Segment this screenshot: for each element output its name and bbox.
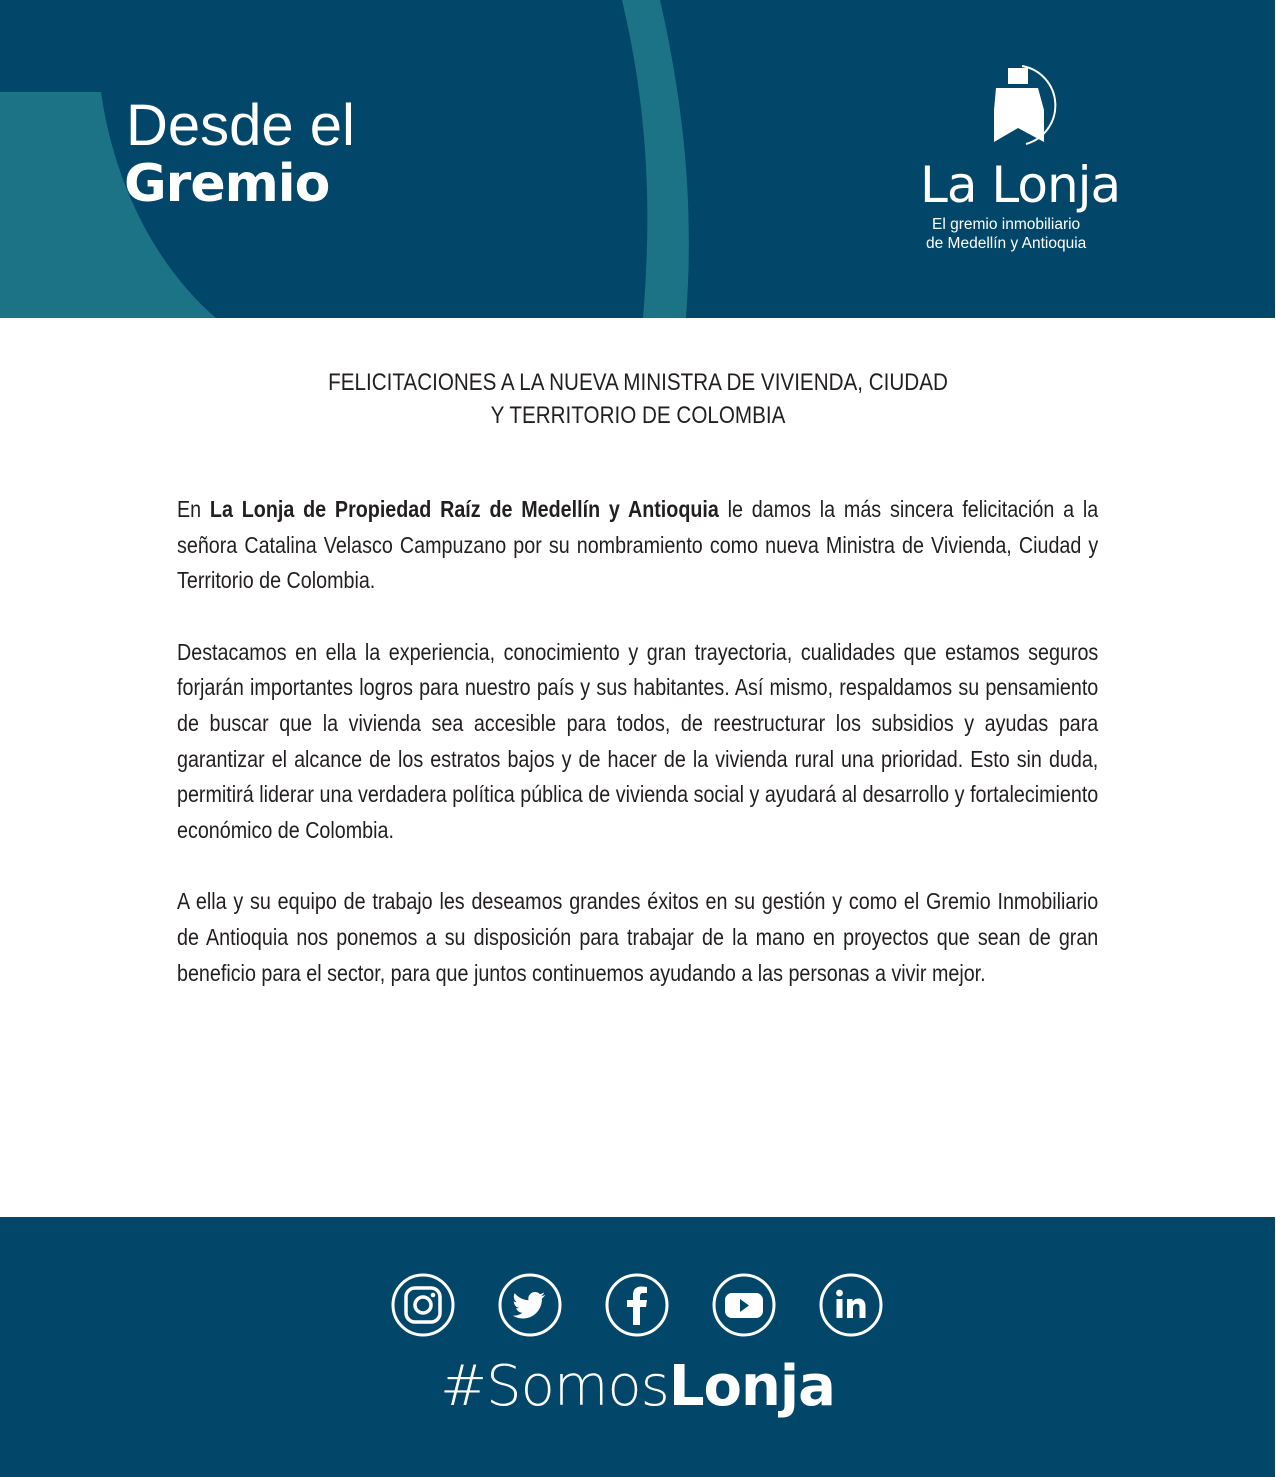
section-title-bold: Gremio (124, 154, 330, 214)
paragraph-3: A ella y su equipo de trabajo les deseamos grandes éxitos en su gestión y como el Gremio Inmobiliario de Antioquia nos ponemos a su disposición para trabajar de la mano en proyectos que sean de gran beneficio para el sector, para que juntos continuemos ayudando a las personas a vivir mejor. (177, 888, 1099, 986)
p1-rest: le damos la más sincera felicitación a la señora Catalina Velasco Campuzano por su nombramiento como nueva Ministra de Vivienda, Ciudad y Territorio de Colombia. (177, 496, 1099, 594)
youtube-icon[interactable] (712, 1273, 776, 1337)
social-links (391, 1273, 883, 1337)
section-title-light (126, 93, 355, 158)
linkedin-icon[interactable] (819, 1273, 883, 1337)
p1-lead: En (177, 496, 210, 522)
la-lonja-logo (918, 62, 1158, 262)
paragraph-2: Destacamos en ella la experiencia, conocimiento y gran trayectoria, cualidades que estamos seguros forjarán importantes logros para nuestro país y sus habitantes. Así mismo, respaldamos su pensamiento de buscar que la vivienda sea accesible para todos, de reestructurar los subsidios y ayudas para garantizar el alcance de los estratos bajos y de hacer de la vivienda rural una prioridad. Esto sin duda, permitirá liderar una verdadera política pública de vivienda social y ayudará al desarrollo y fortalecimiento económico de Colombia. (177, 638, 1099, 843)
article-title-line2: Y TERRITORIO DE COLOMBIA (490, 402, 786, 429)
paragraph-1 (177, 492, 1098, 599)
hashtag-light: #Somos (440, 1354, 669, 1419)
teal-arc-band (622, 0, 689, 318)
logo-tagline-line1: El gremio inmobiliario (932, 216, 1081, 233)
article-body (177, 492, 1099, 1027)
hashtag-bold: Lonja (668, 1354, 835, 1419)
instagram-icon[interactable] (391, 1273, 455, 1337)
logo-tagline-line2: de Medellín y Antioquia (926, 235, 1087, 252)
logo-tagline (926, 215, 1086, 253)
article-title-line1: FELICITACIONES A LA NUEVA MINISTRA DE VIVIENDA, CIUDAD (328, 369, 948, 396)
footer-banner (0, 1217, 1275, 1477)
header-banner (0, 0, 1275, 318)
hashtag-somoslonja (0, 1354, 1275, 1419)
logo-name: La Lonja (920, 156, 1121, 214)
twitter-icon[interactable] (498, 1273, 562, 1337)
article-title (261, 366, 1014, 432)
facebook-icon[interactable] (605, 1273, 669, 1337)
lonja-emblem-icon (988, 62, 1078, 162)
organization-name: La Lonja de Propiedad Raíz de Medellín y Antioquia (209, 496, 719, 522)
section-title-line1: Desde el (126, 93, 355, 158)
